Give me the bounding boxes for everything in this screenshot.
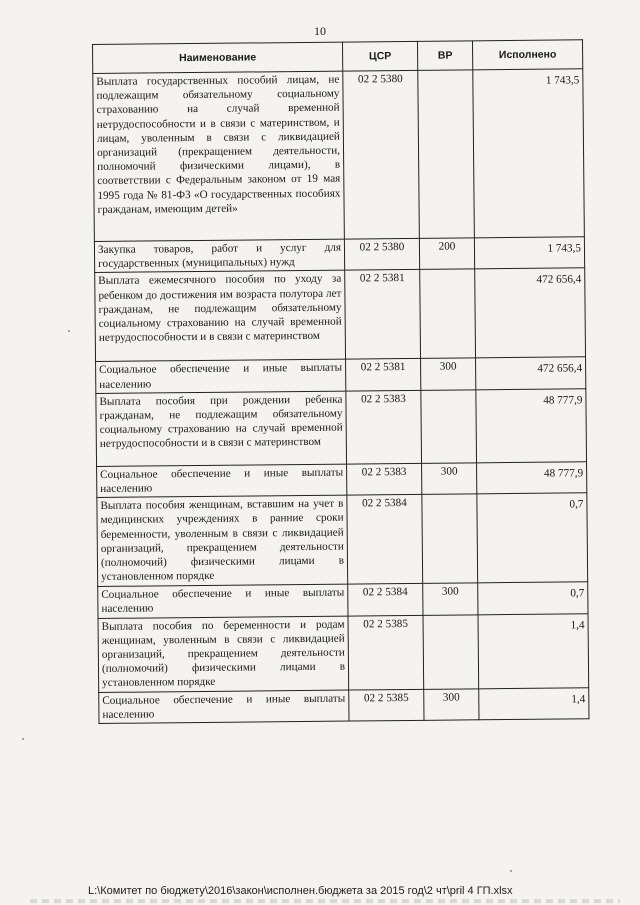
row-name: Социальное обеспечение и иные выплаты населению [96, 359, 346, 393]
table-row [95, 268, 586, 362]
row-vr [421, 390, 477, 464]
row-vr [420, 269, 476, 359]
row-csr: 02 2 5383 [347, 463, 422, 495]
table-row [99, 687, 589, 723]
row-amount: 1 743,5 [473, 69, 585, 238]
row-amount: 1,4 [478, 613, 589, 688]
row-vr: 300 [422, 463, 477, 495]
table-row [98, 582, 588, 618]
scan-speck [22, 738, 24, 740]
row-amount: 48 777,9 [476, 389, 587, 463]
footer-file-path: L:\Комитет по бюджету\2016\закон\исполнен.бюджета за 2015 год\2 чт\pril 4 ГП.xlsx [88, 885, 513, 897]
row-vr: 300 [423, 583, 478, 615]
row-name: Выплата государственных пособий лицам, не подлежащим обязательному социальному страхованию на случай временной нетрудоспособности и в связи с материнством, и лицам, уволенным в связи с ликвидацией организаций (прекращением деятельности, полномочий физическими лицами), в соответствии с Федеральным законом от 19 мая 1995 года № 81-ФЗ «О государственных пособиях гражданам, имеющим детей» [93, 71, 345, 241]
execution-table [92, 39, 590, 724]
header-csr: ЦСР [342, 41, 417, 71]
header-name: Наименование [93, 42, 343, 73]
row-csr: 02 2 5385 [348, 615, 424, 690]
row-name: Выплата пособия женщинам, вставшим на учет в медицинских учреждениях в ранние сроки беременности, уволенным в связи с ликвидацией организаций, прекращением деятельности (полномочий) физическими лицами в установленном порядке [97, 495, 348, 586]
row-name: Выплата пособия при рождении ребенка гражданам, не подлежащим обязательному социальному страхованию на случай временной нетрудоспособности и в связи с материнством [96, 391, 347, 466]
scan-speck [68, 330, 70, 332]
scan-speck [510, 870, 512, 872]
table-row [94, 237, 584, 273]
row-name: Закупка товаров, работ и услуг для государственных (муниципальных) нужд [94, 239, 344, 273]
row-amount: 472 656,4 [476, 357, 586, 389]
row-vr: 200 [419, 238, 474, 270]
row-amount: 48 777,9 [477, 462, 587, 494]
row-name: Социальное обеспечение и иные выплаты населению [99, 690, 349, 724]
table-row [96, 389, 587, 467]
row-amount: 0,7 [478, 582, 588, 614]
row-csr: 02 2 5383 [346, 390, 422, 464]
row-csr: 02 2 5380 [343, 70, 420, 239]
header-amount: Исполнено [472, 40, 582, 70]
row-amount: 0,7 [477, 493, 588, 583]
table-row [97, 493, 588, 587]
table-row [96, 357, 586, 393]
row-vr: 300 [424, 688, 479, 720]
row-vr [422, 494, 478, 584]
row-amount: 1 743,5 [474, 237, 584, 269]
row-name: Выплата ежемесячного пособия по уходу за ребенком до достижения им возраста полутора лет гражданам, не подлежащим обязательному социальному страхованию на случай временной нетрудоспособности и в связи с материнством [95, 270, 346, 361]
row-csr: 02 2 5385 [349, 689, 424, 721]
header-vr: ВР [417, 41, 472, 71]
row-vr: 300 [421, 358, 476, 390]
page-number: 10 [314, 24, 326, 38]
table-header-row [93, 40, 583, 74]
row-csr: 02 2 5381 [345, 270, 421, 360]
footer-scan-artifact [30, 899, 620, 903]
row-name: Социальное обеспечение и иные выплаты населению [98, 584, 348, 618]
row-amount: 472 656,4 [475, 268, 586, 358]
row-vr [418, 70, 475, 239]
row-csr: 02 2 5381 [346, 359, 421, 391]
row-csr: 02 2 5380 [344, 238, 419, 270]
row-vr [423, 614, 479, 689]
row-csr: 02 2 5384 [348, 584, 423, 616]
table-row [98, 613, 589, 692]
table-row [97, 462, 587, 498]
row-name: Социальное обеспечение и иные выплаты населению [97, 464, 347, 498]
row-amount: 1,4 [479, 687, 589, 719]
row-csr: 02 2 5384 [347, 495, 423, 585]
table-row [93, 69, 585, 242]
row-name: Выплата пособия по беременности и родам женщинам, уволенным в связи с ликвидацией организаций, прекращением деятельности (полномочий) физическими лицами в установленном порядке [98, 616, 349, 692]
